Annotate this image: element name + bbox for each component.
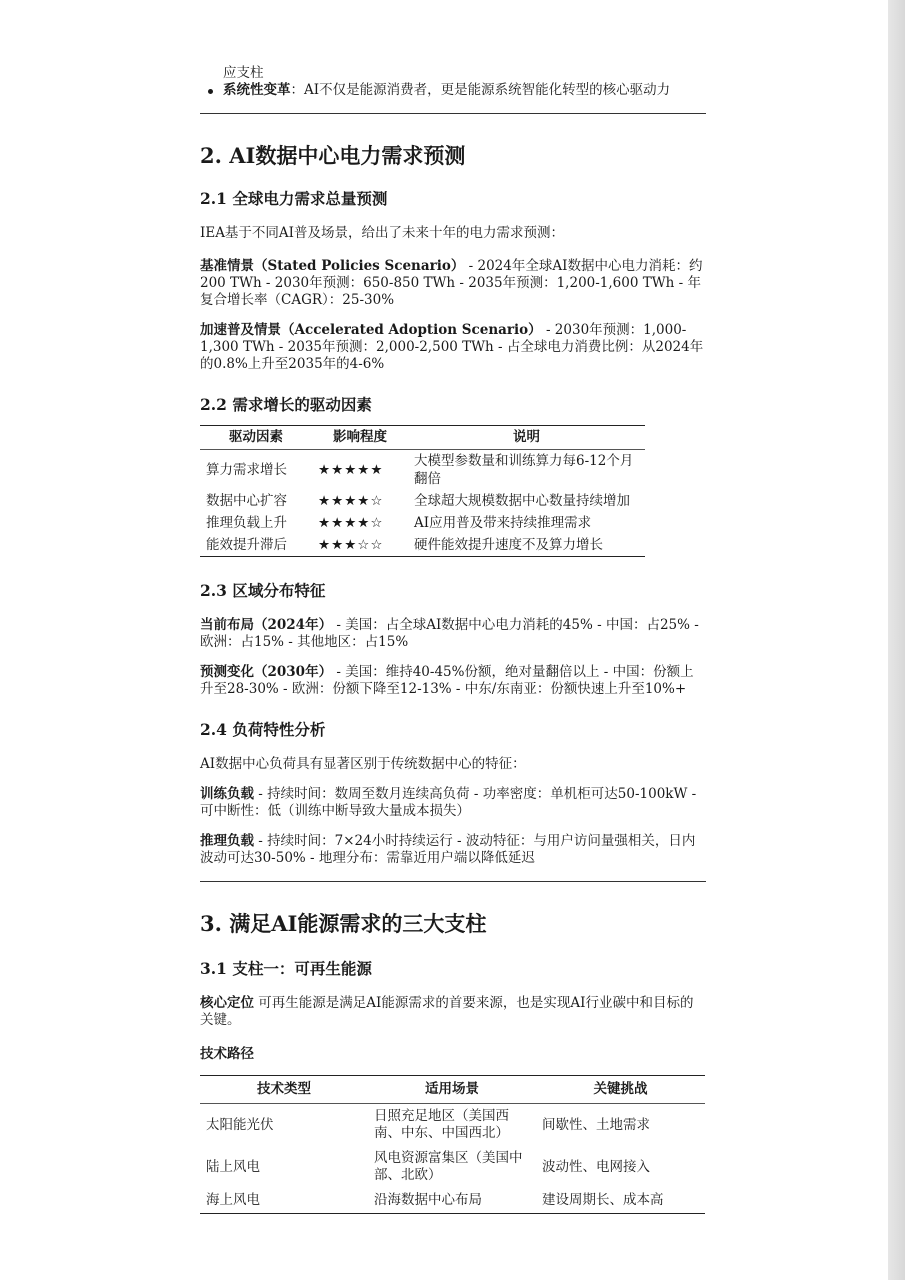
table-header-row (200, 1076, 705, 1104)
section-3-heading: 3. 满足AI能源需求的三大支柱 (200, 911, 487, 936)
column-header: 适用场景 (368, 1076, 536, 1104)
base-scenario-text: - 2024年全球AI数据中心电力消耗：约200 TWh - 2030年预测：650-850 TWh - 2035年预测：1,200-1,600 TWh - 年复合增长率（CAGR）：25-30% (200, 258, 703, 308)
core-position-paragraph (200, 995, 706, 1029)
current-layout-label: 当前布局（2024年） (200, 617, 333, 633)
table-cell: 大模型参数量和训练算力每6-12个月翻倍 (414, 453, 634, 487)
table-row (200, 1104, 705, 1147)
table-cell: 算力需求增长 (206, 462, 287, 478)
accelerated-scenario-text: - 2030年预测：1,000-1,300 TWh - 2035年预测：2,000-2,500 TWh - 占全球电力消费比例：从2024年的0.8%上升至2035年的4-6% (200, 322, 704, 372)
section-2-2-heading: 2.2 需求增长的驱动因素 (200, 395, 372, 414)
inference-load-paragraph (200, 833, 706, 867)
table-row (200, 490, 645, 512)
forecast-label: 预测变化（2030年） (200, 664, 333, 680)
accelerated-scenario-paragraph (200, 322, 706, 373)
section-divider (200, 113, 706, 114)
table-cell: 太阳能光伏 (206, 1116, 274, 1133)
list-item (223, 82, 706, 99)
table-cell: 能效提升滞后 (200, 534, 312, 557)
drivers-table (200, 425, 645, 557)
list-continuation: 应支柱 (223, 65, 264, 81)
table-row (200, 534, 645, 557)
rating-stars: ★★★☆☆ (312, 534, 408, 557)
column-header: 关键挑战 (536, 1076, 705, 1104)
rating-stars: ★★★★☆ (318, 493, 384, 509)
table-cell: 全球超大规模数据中心数量持续增加 (414, 493, 630, 509)
forecast-paragraph (200, 664, 706, 698)
table-cell: 风电资源富集区（美国中部、北欧） (374, 1150, 523, 1183)
table-cell: 硬件能效提升速度不及算力增长 (408, 534, 645, 557)
table-cell: 建设周期长、成本高 (536, 1188, 705, 1214)
section-2-4-heading: 2.4 负荷特性分析 (200, 720, 326, 739)
table-header-row (200, 426, 645, 450)
bullet-label: 系统性变革 (223, 82, 291, 98)
rating-stars: ★★★★★ (318, 462, 384, 478)
section-3-1-heading: 3.1 支柱一：可再生能源 (200, 959, 372, 978)
table-cell: 间歇性、土地需求 (542, 1116, 650, 1133)
rating-stars: ★★★★☆ (318, 515, 384, 531)
tech-path-table (200, 1075, 705, 1214)
document-page (200, 60, 706, 1214)
table-cell: AI应用普及带来持续推理需求 (414, 515, 592, 531)
forecast-text: - 美国：维持40-45%份额，绝对量翻倍以上 - 中国：份额上升至28-30% - 欧洲：份额下降至12-13% - 中东/东南亚：份额快速上升至10%+ (200, 664, 694, 697)
core-position-label: 核心定位 (200, 995, 254, 1011)
table-cell: 沿海数据中心布局 (368, 1188, 536, 1214)
table-row (200, 512, 645, 534)
inference-load-label: 推理负载 (200, 833, 254, 849)
accelerated-scenario-label: 加速普及情景（Accelerated Adoption Scenario） (200, 322, 542, 338)
table-cell: 陆上风电 (206, 1158, 260, 1175)
section-2-4-intro: AI数据中心负荷具有显著区别于传统数据中心的特征： (200, 756, 526, 772)
column-header: 影响程度 (312, 426, 408, 450)
current-layout-paragraph (200, 617, 706, 651)
base-scenario-paragraph (200, 258, 706, 309)
table-cell: 波动性、电网接入 (542, 1158, 650, 1175)
table-cell: 推理负载上升 (206, 515, 287, 531)
section-divider (200, 881, 706, 882)
table-cell: 数据中心扩容 (206, 493, 287, 509)
training-load-label: 训练负载 (200, 786, 254, 802)
tech-path-heading: 技术路径 (200, 1046, 254, 1062)
column-header: 技术类型 (200, 1076, 368, 1104)
current-layout-text: - 美国：占全球AI数据中心电力消耗的45% - 中国：占25% - 欧洲：占15% - 其他地区：占15% (200, 617, 699, 650)
section-2-1-heading: 2.1 全球电力需求总量预测 (200, 189, 388, 208)
training-load-text: - 持续时间：数周至数月连续高负荷 - 功率密度：单机柜可达50-100kW - 可中断性：低（训练中断导致大量成本损失） (200, 786, 697, 819)
core-position-text: 可再生能源是满足AI能源需求的首要来源，也是实现AI行业碳中和目标的关键。 (200, 995, 694, 1028)
base-scenario-label: 基准情景（Stated Policies Scenario） (200, 258, 465, 274)
column-header: 说明 (408, 426, 645, 450)
table-row (200, 1188, 705, 1214)
table-cell: 日照充足地区（美国西南、中东、中国西北） (374, 1108, 509, 1141)
table-row (200, 1146, 705, 1188)
section-2-1-intro: IEA基于不同AI普及场景，给出了未来十年的电力需求预测： (200, 225, 565, 241)
training-load-paragraph (200, 786, 706, 820)
bullet-text: ：AI不仅是能源消费者，更是能源系统智能化转型的核心驱动力 (290, 82, 671, 98)
section-2-heading: 2. AI数据中心电力需求预测 (200, 143, 466, 168)
bullet-list (200, 82, 706, 99)
table-cell: 海上风电 (200, 1188, 368, 1214)
inference-load-text: - 持续时间：7×24小时持续运行 - 波动特征：与用户访问量强相关，日内波动可达30-50% - 地理分布：需靠近用户端以降低延迟 (200, 833, 696, 866)
column-header: 驱动因素 (200, 426, 312, 450)
section-2-3-heading: 2.3 区域分布特征 (200, 581, 326, 600)
table-row (200, 450, 645, 491)
